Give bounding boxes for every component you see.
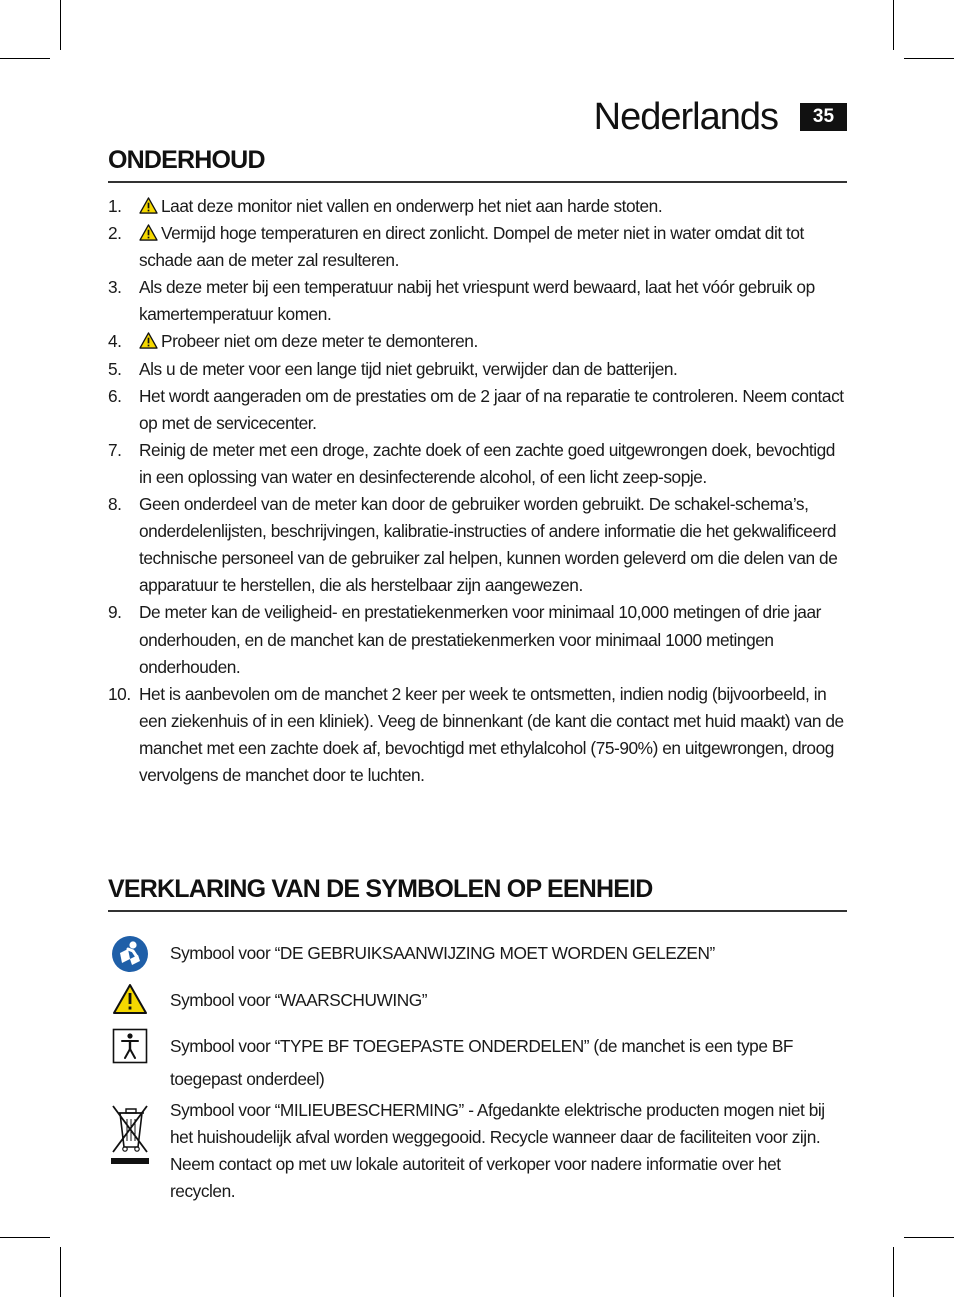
maintenance-item (108, 681, 847, 789)
symbol-row-weee (108, 1097, 847, 1207)
symbol-text-weee: Symbool voor “MILIEUBESCHERMING” - Afgedankte elektrische producten mogen niet bij het huishoudelijk afval worden weggegooid. Recycle wanneer daar de faciliteiten voor zijn. Neem contact op met uw lokale autoriteit of verkoper voor nadere informatie over het recyclen. (170, 1100, 825, 1202)
warning-icon (139, 195, 158, 212)
crop-mark-tr-v (893, 0, 894, 50)
crop-mark-tl-v (60, 0, 61, 50)
symbol-row-warning (108, 983, 847, 1019)
item-text: Als u de meter voor een lange tijd niet gebruikt, verwijder dan de batterijen. (139, 358, 678, 379)
item-text: Het wordt aangeraden om de prestaties om de 2 jaar of na reparatie te controleren. Neem contact op met de servicecenter. (139, 385, 844, 433)
symbol-row-type-bf (108, 1028, 847, 1092)
item-number: 8. (108, 494, 122, 515)
symbol-text-warning: Symbool voor “WAARSCHUWING” (170, 990, 428, 1010)
maintenance-item (108, 383, 847, 437)
language-title: Nederlands (593, 96, 778, 138)
crop-mark-tl-h (0, 58, 50, 59)
warning-icon (139, 330, 158, 347)
maintenance-list (108, 193, 847, 789)
type-bf-icon (108, 1028, 152, 1064)
item-number: 6. (108, 385, 122, 406)
crop-mark-br-v (893, 1247, 894, 1297)
item-number: 4. (108, 331, 122, 352)
maintenance-item (108, 193, 847, 220)
item-text: Geen onderdeel van de meter kan door de gebruiker worden gebruikt. De schakel-schema’s, onderdelenlijsten, beschrijvingen, kalibratie-instructies of andere informatie die het gekwalificeerd technische personeel van de gebruiker zal helpen, kunnen worden geleverd om die delen van de apparatuur te herstellen, die als herstelbaar zijn aangewezen. (139, 494, 838, 596)
item-text: Reinig de meter met een droge, zachte doek of een zachte goed uitgewrongen doek, bevochtigd in een oplossing van water en desinfecterende alcohol, of een licht zeep-sopje. (139, 439, 835, 487)
item-text: Vermijd hoge temperaturen en direct zonlicht. Dompel de meter niet in water omdat dit tot schade aan de meter zal resulteren. (139, 223, 804, 271)
maintenance-item (108, 491, 847, 599)
maintenance-item (108, 356, 847, 383)
symbol-text-manual: Symbool voor “DE GEBRUIKSAANWIJZING MOET WORDEN GELEZEN” (170, 943, 715, 963)
symbol-text-type-bf: Symbool voor “TYPE BF TOEGEPASTE ONDERDELEN” (de manchet is een type BF toegepast onderdeel) (170, 1036, 794, 1089)
item-text: Laat deze monitor niet vallen en onderwerp het niet aan harde stoten. (161, 196, 663, 216)
item-text: Probeer niet om deze meter te demonteren. (161, 331, 478, 352)
maintenance-title: ONDERHOUD (108, 146, 847, 183)
crop-mark-br-h (904, 1237, 954, 1238)
item-number: 7. (108, 439, 122, 460)
warning-icon (139, 222, 158, 239)
item-number: 10. (108, 683, 131, 704)
symbol-row-manual (108, 935, 847, 975)
item-number: 9. (108, 602, 122, 623)
crop-mark-tr-h (904, 58, 954, 59)
maintenance-item (108, 599, 847, 680)
maintenance-item (108, 437, 847, 491)
warning-icon (108, 983, 152, 1015)
item-text: De meter kan de veiligheid- en prestatiekenmerken voor minimaal 10,000 metingen of drie jaar onderhouden, en de manchet kan de prestatiekenmerken voor minimaal 1000 metingen onderhouden. (139, 602, 821, 677)
symbols-section (108, 875, 847, 912)
maintenance-item (108, 328, 847, 355)
item-number: 1. (108, 196, 122, 216)
maintenance-item (108, 220, 847, 274)
weee-bin-icon (108, 1101, 152, 1167)
maintenance-item (108, 274, 847, 328)
symbols-title: VERKLARING VAN DE SYMBOLEN OP EENHEID (108, 875, 847, 912)
maintenance-section (108, 146, 847, 789)
item-text: Als deze meter bij een temperatuur nabij het vriespunt werd bewaard, laat het vóór gebruik op kamertemperatuur komen. (139, 277, 815, 325)
crop-mark-bl-v (60, 1247, 61, 1297)
read-manual-icon (108, 935, 152, 973)
item-number: 3. (108, 277, 122, 298)
crop-mark-bl-h (0, 1237, 50, 1238)
item-number: 5. (108, 358, 122, 379)
item-number: 2. (108, 223, 122, 244)
page-number: 35 (800, 103, 847, 131)
item-text: Het is aanbevolen om de manchet 2 keer per week te ontsmetten, indien nodig (bijvoorbeeld, in een ziekenhuis of in een kliniek). Veeg de binnenkant (de kant die contact met huid maakt) van de manchet met een zachte doek af, bevochtigd met ethylalcohol (75-90%) en uitgewrongen, droog vervolgens de manchet door te luchten. (139, 683, 844, 785)
